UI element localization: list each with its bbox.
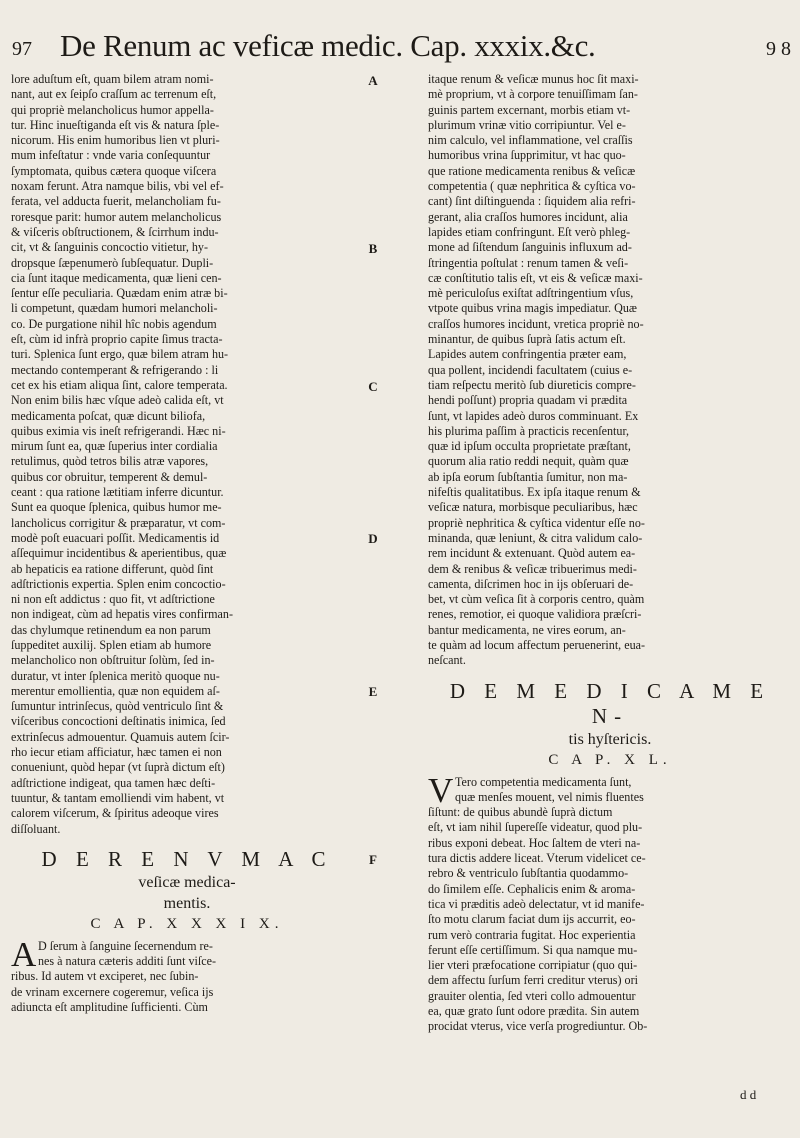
text-line: tica vi præditis adeò delectatur, vt id manife-: [428, 896, 645, 911]
text-line: mone ad ſiſtendum ſanguinis influxum ad-: [428, 240, 632, 255]
text-line: cit, vt & ſanguinis concoctio vitietur, hy-: [11, 240, 209, 255]
text-line: calorem viſcerum, & ſpiritus adeoque vires: [11, 806, 219, 821]
text-line: ribus. Id autem vt exciperet, nec ſubin-: [11, 969, 199, 984]
text-line: nim calculo, vel inflammatione, vel craſſis: [428, 133, 633, 148]
chapter-39-text: [11, 969, 363, 1015]
text-line: plurimum vrinæ vitio corripiuntur. Vel e-: [428, 117, 626, 132]
text-line: extrinſecus admouentur. Quamuis autem ſcir-: [11, 729, 230, 744]
text-line: ſuppeditet auxilij. Splen etiam ab humore: [11, 637, 212, 652]
text-line: camenta, diſcrimen hoc in ijs obſeruari de-: [428, 576, 634, 591]
text-line: quæ id ipſum occulta proprietate præſtant,: [428, 439, 631, 454]
text-line: mum infeſtatur : vnde varia conſequuntur: [11, 148, 211, 163]
margin-letter-f: F: [369, 852, 377, 867]
text-line: tura dictis addere liceat. Vterum videlicet ce-: [428, 851, 646, 866]
running-title: De Renum ac veficæ medic. Cap. xxxix.&c.: [60, 28, 596, 63]
text-line: modè poſt euacuari poſſit. Medicamentis id: [11, 530, 220, 545]
text-line: aſſequimur incidentibus & aperientibus, quæ: [11, 546, 227, 561]
text-line: veſicæ natura, morbisque peculiaribus, hæc: [428, 500, 638, 515]
text-line: nicorum. His enim humoribus lien vt pluri-: [11, 133, 220, 148]
chapter-39-number: C A P. X X X I X.: [90, 915, 284, 932]
text-line: Sunt ea quoque ſplenica, quibus humor me-: [11, 500, 222, 515]
chapter-39-subtitle-2: mentis.: [163, 894, 211, 912]
text-line: craſſos humores incidunt, vretica propriè no-: [428, 316, 644, 331]
text-line: guinis partem excernant, morbis etiam vt-: [428, 102, 631, 117]
text-line: ſto motu clarum faciat dum ijs accurrit, eo-: [428, 912, 636, 927]
page-number-left: 97: [12, 38, 32, 60]
text-line: lore aduſtum eſt, quam bilem atram nomi-: [11, 72, 214, 86]
text-line: renes, remotior, ei quoque validiora præſcri-: [428, 607, 642, 622]
text-line: que ratione medicamenta renibus & veſicæ: [428, 163, 636, 178]
text-line: ferunt eſſe certiſſimum. Si qua namque mu-: [428, 942, 638, 957]
text-line: rho iecur etiam afficiatur, hæc tamen ei non: [11, 745, 222, 760]
text-line: viſceribus concoctioni deſtinatis inimica, ſed: [11, 714, 226, 729]
page-header: [0, 14, 800, 64]
text-line: cia ſunt itaque medicamenta, quæ lieni cen-: [11, 270, 222, 285]
text-line: ſiſtunt: de quibus abundè ſuprà dictum: [428, 805, 613, 820]
text-line: quorum alia ratio reddi nequit, quàm quæ: [428, 454, 629, 469]
text-line: neſcant.: [428, 653, 466, 668]
chapter-40-title: D E M E D I C A M E N-: [449, 678, 771, 728]
text-line: tur. Hinc inueſtiganda eſt vis & natura ſple-: [11, 117, 220, 132]
right-column: [428, 72, 792, 1035]
chapter-39-line-1: D ſerum à ſanguine ſecernendum re-: [38, 938, 213, 953]
text-line: eſt, vt iam nihil ſupereſſe videatur, quod plu-: [428, 820, 643, 835]
text-line: nant, aut ex ſeipſo craſſum ac terrenum eſt,: [11, 87, 217, 102]
margin-letter-b: B: [368, 241, 378, 256]
text-line: eſt, cùm id infrà proprio capite ſimus tracta-: [11, 332, 223, 347]
text-line: te quàm ad locum affectum peruenerint, eua-: [428, 637, 646, 652]
text-line: propriè nephritica & cyſtica videntur eſſe no-: [428, 515, 645, 530]
text-line: Lapides autem confringentia præter eam,: [428, 347, 627, 362]
text-line: adſtrictione indigeat, qua tamen hæc deſti-: [11, 775, 216, 790]
text-line: competentia ( quæ nephritica & cyſtica vo-: [428, 179, 636, 194]
text-line: tuuntur, & tantam emolliendi vim habent, vt: [11, 790, 225, 805]
chapter-40-text: [428, 805, 792, 1034]
text-line: dem affectu ſurſum ferri creditur vterus) ori: [428, 973, 638, 988]
text-line: do ſimilem eſſe. Cephalicis enim & aroma-: [428, 881, 636, 896]
text-line: his plurima paſſim à practicis recenſentur,: [428, 423, 630, 438]
text-line: conueniunt, quòd hepar (vt ſuprà dictum eſt): [11, 760, 225, 775]
signature-mark: d d: [740, 1087, 757, 1102]
text-line: co. De purgatione nihil hîc nobis agendum: [11, 316, 217, 331]
text-line: ab ipſa eorum ſubſtantia ſumitur, non ma-: [428, 469, 628, 484]
text-line: roresque parit: humor autem melancholicus: [11, 209, 222, 224]
text-line: mè proprium, vt à corpore tenuiſſimam ſan-: [428, 87, 638, 102]
right-column-text: [428, 72, 792, 669]
text-line: minantur, de quibus ſuprà ſatis actum eſt.: [428, 332, 626, 347]
text-line: ceant : qua ratione lætitiam inferre dicuntur.: [11, 485, 224, 500]
chapter-40-line-1: Tero competentia medicamenta ſunt,: [455, 774, 632, 789]
chapter-40-second-line: [428, 790, 792, 805]
left-column-text: [11, 72, 363, 837]
text-line: lapides etiam confringunt. Eſt verò phleg-: [428, 224, 631, 239]
text-line: lancholicus corrigitur & præparatur, vt com-: [11, 515, 226, 530]
text-line: ni non eſt addictus : quo fit, vt adſtrictione: [11, 592, 215, 607]
left-column: [11, 72, 363, 1015]
text-line: non indigeat, cùm ad hepatis vires confirman-: [11, 607, 233, 622]
text-line: qui propriè melancholicus humor appella-: [11, 102, 214, 117]
text-line: mectando contemperant & refrigerando : li: [11, 362, 219, 377]
text-line: cæ conſtitutio talis eſt, vt eis & veſicæ maxi-: [428, 270, 643, 285]
margin-letter-e: E: [368, 684, 378, 699]
text-line: adſtrictionis expertia. Splen enim concoctio-: [11, 576, 226, 591]
chapter-39-line-2: nes à natura cæteris additi ſunt viſce-: [38, 954, 216, 969]
text-line: quibus eximia vis ineſt refrigerandi. Hæc ni-: [11, 423, 226, 438]
chapter-40-number: C A P. X L.: [548, 751, 672, 768]
text-line: & viſceris obſtructionem, & ſcirrhum indu-: [11, 224, 219, 239]
text-line: grauiter olentia, ſed vteri collo admouentur: [428, 988, 636, 1003]
text-line: retulimus, quòd tetros bilis atræ vapores,: [11, 454, 209, 469]
text-line: li competunt, quædam humori melancholi-: [11, 301, 218, 316]
text-line: ſunt, vt lapides adeò duros comminuant. Ex: [428, 408, 639, 423]
text-line: bet, vt cùm veſica ſit à corporis centro, quàm: [428, 592, 645, 607]
text-line: mirum ſunt ea, quæ ſuperius inter cordialia: [11, 439, 218, 454]
chapter-39-title: D E R E N V M A C: [41, 846, 333, 871]
text-line: turi. Splenica ſunt ergo, quæ bilem atram hu-: [11, 347, 229, 362]
text-line: das chylumque retinendum ea non parum: [11, 622, 211, 637]
text-line: Non enim bilis hæc vſque adeò calida eſt, vt: [11, 393, 224, 408]
text-line: humoribus vrina ſupprimitur, vt hac quo-: [428, 148, 626, 163]
chapter-40-subtitle: tis hyſtericis.: [568, 730, 652, 748]
text-line: ferata, vel adducta fuerit, melancholiam fu-: [11, 194, 221, 209]
margin-letter-c: C: [368, 379, 378, 394]
text-line: duratur, vt inter ſplenica meritò quoque nu-: [11, 668, 220, 683]
margin-letter-d: D: [368, 531, 378, 546]
text-line: noxam ferunt. Atra namque bilis, vbi vel ef-: [11, 179, 224, 194]
text-line: ribus exponi debeat. Hoc ſaltem de vteri na-: [428, 835, 641, 850]
text-line: ea, quæ grato ſunt odore prædita. Sin autem: [428, 1004, 640, 1019]
text-line: quibus cor obruitur, temperent & demul-: [11, 469, 208, 484]
chapter-40-line-2: quæ menſes mouent, vel nimis fluentes: [455, 789, 644, 804]
text-line: ſymptomata, quibus cætera quoque viſcera: [11, 163, 217, 178]
text-line: ſentur eſſe peculiaria. Quædam enim atræ bi-: [11, 286, 228, 301]
text-line: ſtringentia poſtulat : renum tamen & veſi-: [428, 255, 629, 270]
text-line: mè periculoſus exiſtat adſtringentium vſus,: [428, 286, 634, 301]
drop-capital-v: V: [428, 770, 454, 810]
page-number-right: 9 8: [766, 38, 791, 60]
text-line: melancholico non obſtruitur ſolùm, ſed in-: [11, 653, 215, 668]
text-line: dropsque ſæpenumerò ſubſequatur. Dupli-: [11, 255, 214, 270]
text-line: diſſoluant.: [11, 821, 61, 836]
text-line: de vrinam excernere cogeremur, veſica ijs: [11, 984, 214, 999]
drop-capital-a: A: [11, 934, 37, 974]
chapter-39-second-line: [11, 954, 363, 969]
text-line: rebro & ventriculo ſubſtantia quodammo-: [428, 866, 629, 881]
text-line: hendi poſſunt) propria quadam vi prædita: [428, 393, 628, 408]
text-line: cet ex his etiam aliqua ſint, calore temperata.: [11, 377, 228, 392]
text-line: rum verò contraria fugitat. Hoc experientia: [428, 927, 636, 942]
chapter-39-subtitle-1: veſicæ medica-: [138, 873, 236, 891]
text-line: merentur emollientia, quæ non equidem aſ-: [11, 683, 220, 698]
text-line: procidat vterus, vice verſa progrediuntur. Ob-: [428, 1019, 648, 1034]
text-line: minanda, quæ leniunt, & citra validum calo-: [428, 530, 643, 545]
text-line: cant) ſint diſtinguenda : ſiquidem alia refri-: [428, 194, 636, 209]
text-line: ſumuntur intrinſecus, quòd ventriculo ſint &: [11, 699, 224, 714]
text-line: dem & renibus & veſicæ tribuerimus medi-: [428, 561, 637, 576]
text-line: ab hepaticis ea ratione differunt, quòd ſint: [11, 561, 214, 576]
text-line: qua pollent, incidendi facultatem (cuius e-: [428, 362, 633, 377]
text-line: vtpote quibus vrina magis impediatur. Quæ: [428, 301, 637, 316]
text-line: rem incidunt & extenuant. Quòd autem ea-: [428, 546, 636, 561]
text-line: itaque renum & veſicæ munus hoc ſit maxi-: [428, 72, 639, 86]
margin-letter-a: A: [368, 73, 378, 88]
text-line: lier vteri præfocatione corripiatur (quo qui-: [428, 958, 638, 973]
text-line: adiuncta eſt amplitudine ſufficienti. Cùm: [11, 1000, 208, 1015]
text-line: nifeſtis qualitatibus. Ex ipſa itaque renum &: [428, 485, 641, 500]
text-line: gerant, alia craſſos humores incidunt, alia: [428, 209, 628, 224]
text-line: medicamenta poſcat, quæ dicunt biliofa,: [11, 408, 206, 423]
text-line: tiam reſpectu meritò ſub diureticis compre-: [428, 377, 636, 392]
text-line: bantur medicamenta, ne vires eorum, an-: [428, 622, 626, 637]
